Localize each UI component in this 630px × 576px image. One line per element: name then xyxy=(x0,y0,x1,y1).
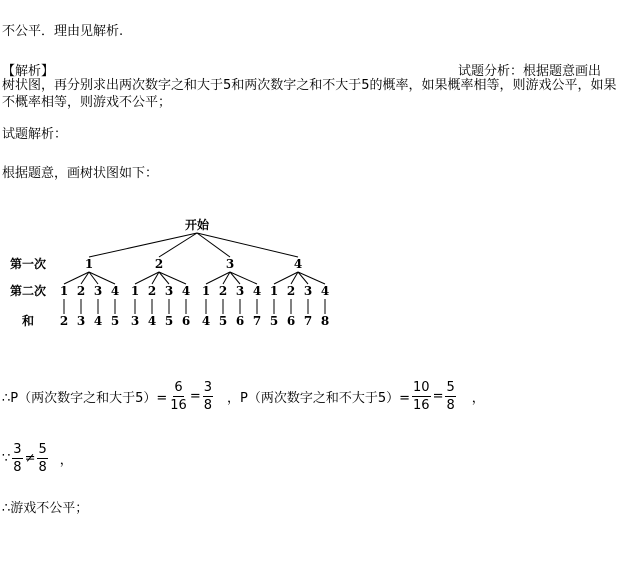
tree-first-node: 4 xyxy=(293,257,303,271)
tree-sum-node: 6 xyxy=(235,314,245,328)
tree-root: 开始 xyxy=(184,218,210,232)
tree-sum-node: 5 xyxy=(269,314,279,328)
equals-sign: = xyxy=(189,389,201,404)
prob-prefix: ∴P（两次数字之和大于5）= xyxy=(2,391,168,406)
tree-diagram xyxy=(0,215,340,340)
tree-sum-node: 6 xyxy=(286,314,296,328)
tree-first-node: 2 xyxy=(154,257,164,271)
fraction-6-16: $\frac{6}{16}$ xyxy=(170,380,187,413)
fraction-10-16: $\frac{10}{16}$ xyxy=(413,380,430,413)
tree-second-node: 3 xyxy=(93,284,103,298)
conclusion-line: ∴游戏不公平； xyxy=(2,501,89,516)
tree-sum-node: 3 xyxy=(130,314,140,328)
analysis-body: 树状图，再分别求出两次数字之和大于5和两次数字之和不大于5的概率，如果概率相等，则游戏公平，如果不概率相等，则游戏不公平； xyxy=(2,78,617,110)
answer-line: 不公平．理由见解析. xyxy=(2,24,124,39)
prob-middle: ，P（两次数字之和不大于5）= xyxy=(227,391,411,406)
solution-label: 试题解析： xyxy=(2,127,68,142)
tree-sum-node: 4 xyxy=(147,314,157,328)
tree-sum-node: 7 xyxy=(252,314,262,328)
tree-sum-node: 6 xyxy=(181,314,191,328)
fraction-3-8: $\frac{3}{8}$ xyxy=(203,380,213,413)
equals-sign: = xyxy=(432,389,444,404)
not-equal-sign: ≠ xyxy=(24,451,36,466)
tree-sum-node: 4 xyxy=(93,314,103,328)
tree-second-node: 4 xyxy=(320,284,330,298)
prob-suffix: ， xyxy=(471,391,485,406)
tree-first-node: 3 xyxy=(225,257,235,271)
tree-sum-node: 4 xyxy=(201,314,211,328)
tree-sum-node: 2 xyxy=(59,314,69,328)
tree-sum-node: 8 xyxy=(320,314,330,328)
tree-second-node: 2 xyxy=(218,284,228,298)
tree-sum-node: 5 xyxy=(164,314,174,328)
draw-intro: 根据题意，画树状图如下： xyxy=(2,166,159,181)
tree-sum-node: 3 xyxy=(76,314,86,328)
tree-second-node: 2 xyxy=(76,284,86,298)
tree-second-node: 4 xyxy=(252,284,262,298)
tree-second-node: 1 xyxy=(201,284,211,298)
tree-second-node: 3 xyxy=(164,284,174,298)
row-label-first: 第一次 xyxy=(9,257,47,271)
fraction-3-8: $\frac{3}{8}$ xyxy=(13,442,22,475)
compare-line xyxy=(2,441,73,476)
tree-sum-node: 5 xyxy=(218,314,228,328)
row-label-sum: 和 xyxy=(21,314,35,328)
tree-sum-node: 5 xyxy=(110,314,120,328)
tree-second-node: 4 xyxy=(110,284,120,298)
tree-second-node: 1 xyxy=(59,284,69,298)
tree-second-node: 4 xyxy=(181,284,191,298)
compare-suffix: ， xyxy=(59,453,73,468)
analysis-intro: 试题分析：根据题意画出 xyxy=(458,64,602,79)
row-label-second: 第二次 xyxy=(9,284,47,298)
tree-second-node: 2 xyxy=(286,284,296,298)
analysis-label: 【解析】 xyxy=(2,64,55,79)
tree-sum-node: 7 xyxy=(303,314,313,328)
fraction-5-8: $\frac{5}{8}$ xyxy=(446,380,455,413)
tree-first-node: 1 xyxy=(84,257,94,271)
probability-line xyxy=(2,379,485,414)
tree-second-node: 1 xyxy=(130,284,140,298)
tree-second-node: 1 xyxy=(269,284,279,298)
fraction-5-8: $\frac{5}{8}$ xyxy=(38,442,47,475)
because-sign: ∵ xyxy=(2,451,11,466)
tree-second-node: 3 xyxy=(235,284,245,298)
tree-second-node: 3 xyxy=(303,284,313,298)
tree-second-node: 2 xyxy=(147,284,157,298)
